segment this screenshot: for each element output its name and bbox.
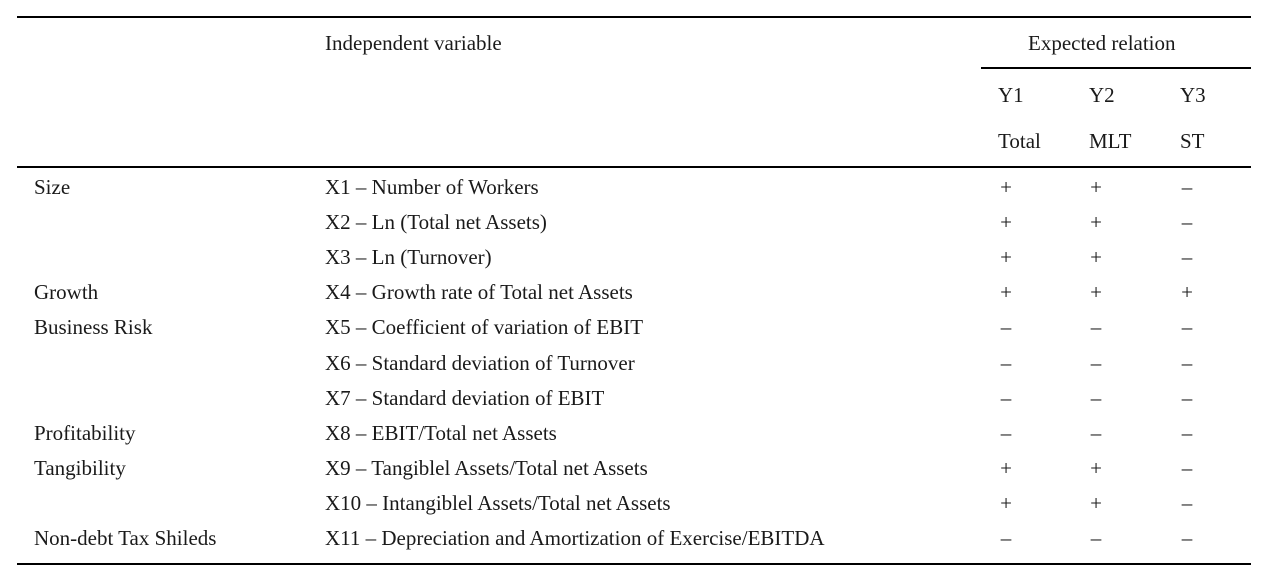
row-y2-relation: –	[1090, 526, 1102, 550]
row-y1-relation: +	[1000, 175, 1012, 199]
row-y2-relation: +	[1090, 210, 1102, 234]
row-y2-relation: –	[1090, 386, 1102, 410]
row-y1-relation: –	[1000, 421, 1012, 445]
row-y2-relation: –	[1090, 421, 1102, 445]
row-y2-relation: +	[1090, 175, 1102, 199]
row-y2-relation: +	[1090, 280, 1102, 304]
row-y3-relation: –	[1181, 210, 1193, 234]
row-group-label: Business Risk	[34, 315, 153, 339]
row-y2-relation: +	[1090, 245, 1102, 269]
row-y1-relation: –	[1000, 315, 1012, 339]
row-variable: X6 – Standard deviation of Turnover	[325, 351, 635, 375]
row-group-label: Tangibility	[34, 456, 126, 480]
row-y3-relation: –	[1181, 245, 1193, 269]
row-y1-relation: +	[1000, 491, 1012, 515]
row-y3-relation: –	[1181, 175, 1193, 199]
header-independent-variable: Independent variable	[325, 31, 502, 55]
row-y2-relation: +	[1090, 491, 1102, 515]
row-y3-relation: –	[1181, 386, 1193, 410]
row-group-label: Size	[34, 175, 71, 199]
row-variable: X10 – Intangiblel Assets/Total net Assets	[325, 491, 671, 515]
header-y1-code: Y1	[998, 83, 1024, 107]
row-variable: X3 – Ln (Turnover)	[325, 245, 492, 269]
header-y3-name: ST	[1180, 129, 1205, 153]
row-group-label: Profitability	[34, 421, 136, 445]
row-variable: X9 – Tangiblel Assets/Total net Assets	[325, 456, 648, 480]
row-variable: X11 – Depreciation and Amortization of Exercise/EBITDA	[325, 526, 825, 550]
row-y1-relation: +	[1000, 210, 1012, 234]
row-y2-relation: +	[1090, 456, 1102, 480]
row-variable: X7 – Standard deviation of EBIT	[325, 386, 605, 410]
expected-relation-rule	[981, 67, 1251, 69]
header-y2-code: Y2	[1089, 83, 1115, 107]
row-variable: X8 – EBIT/Total net Assets	[325, 421, 557, 445]
row-group-label: Non-debt Tax Shileds	[34, 526, 217, 550]
row-y3-relation: –	[1181, 526, 1193, 550]
row-y1-relation: +	[1000, 245, 1012, 269]
header-y1-name: Total	[998, 129, 1041, 153]
row-y1-relation: –	[1000, 386, 1012, 410]
table-top-rule	[17, 16, 1251, 18]
row-y3-relation: +	[1181, 280, 1193, 304]
row-y3-relation: –	[1181, 421, 1193, 445]
table-header-rule	[17, 166, 1251, 168]
row-y1-relation: –	[1000, 351, 1012, 375]
row-y1-relation: +	[1000, 456, 1012, 480]
row-y1-relation: +	[1000, 280, 1012, 304]
header-expected-relation: Expected relation	[1028, 31, 1176, 55]
row-variable: X2 – Ln (Total net Assets)	[325, 210, 547, 234]
row-y2-relation: –	[1090, 315, 1102, 339]
row-y2-relation: –	[1090, 351, 1102, 375]
table-bottom-rule	[17, 563, 1251, 565]
header-y2-name: MLT	[1089, 129, 1132, 153]
row-group-label: Growth	[34, 280, 99, 304]
row-variable: X1 – Number of Workers	[325, 175, 539, 199]
row-variable: X5 – Coefficient of variation of EBIT	[325, 315, 644, 339]
row-y3-relation: –	[1181, 315, 1193, 339]
row-y1-relation: –	[1000, 526, 1012, 550]
row-y3-relation: –	[1181, 351, 1193, 375]
row-y3-relation: –	[1181, 456, 1193, 480]
row-y3-relation: –	[1181, 491, 1193, 515]
row-variable: X4 – Growth rate of Total net Assets	[325, 280, 633, 304]
header-y3-code: Y3	[1180, 83, 1206, 107]
